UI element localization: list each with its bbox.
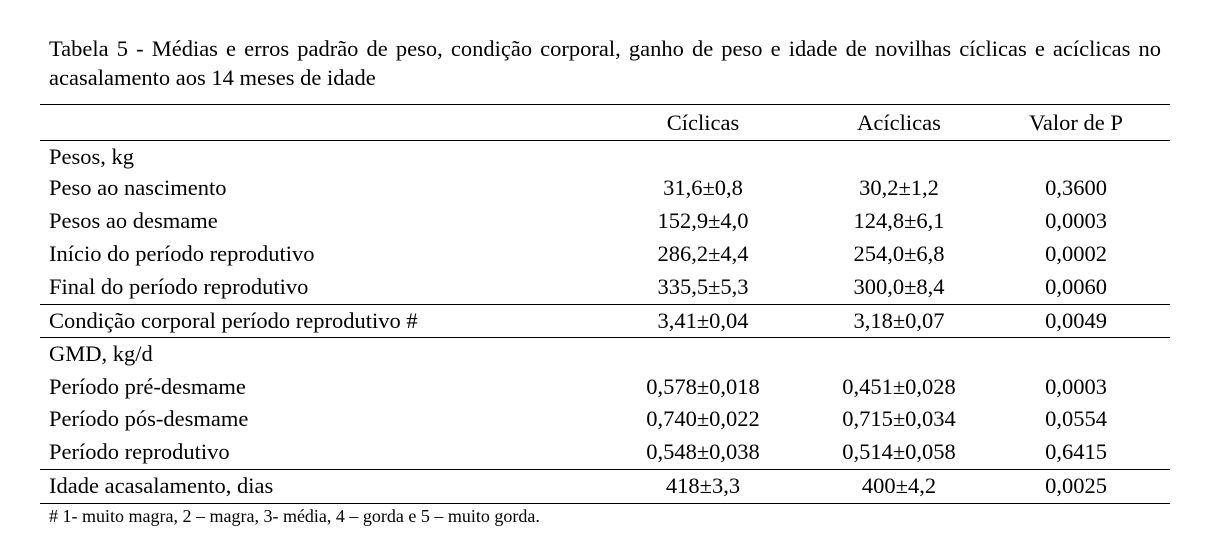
cell-ciclicas: 0,578±0,018	[646, 374, 760, 399]
header-ciclicas: Cíclicas	[666, 110, 740, 135]
cell-p-value: 0,0002	[1045, 241, 1107, 266]
cell-ciclicas: 152,9±4,0	[657, 208, 749, 233]
row-label: Período pré-desmame	[49, 374, 246, 399]
cell-p-value: 0,0049	[1045, 308, 1107, 333]
cell-ciclicas: 335,5±5,3	[657, 274, 749, 299]
row-label: GMD, kg/d	[49, 341, 153, 366]
cell-aciclicas: 0,514±0,058	[842, 439, 956, 464]
row-label: Início do período reprodutivo	[49, 241, 315, 266]
table-footnote: # 1- muito magra, 2 – magra, 3- média, 4 – gorda e 5 – muito gorda.	[49, 506, 540, 526]
cell-aciclicas: 400±4,2	[861, 473, 937, 498]
section-rule	[40, 304, 1170, 305]
cell-p-value: 0,0003	[1045, 208, 1107, 233]
cell-ciclicas: 31,6±0,8	[663, 175, 743, 200]
cell-aciclicas: 30,2±1,2	[859, 175, 939, 200]
cell-aciclicas: 254,0±6,8	[853, 241, 945, 266]
cell-aciclicas: 3,18±0,07	[853, 308, 945, 333]
cell-p-value: 0,3600	[1045, 175, 1107, 200]
section-rule	[40, 469, 1170, 470]
cell-aciclicas: 0,715±0,034	[842, 406, 956, 431]
row-label: Idade acasalamento, dias	[49, 473, 274, 498]
cell-ciclicas: 418±3,3	[665, 473, 741, 498]
cell-ciclicas: 3,41±0,04	[657, 308, 749, 333]
row-label: Período pós-desmame	[49, 406, 249, 431]
bottom-rule	[40, 503, 1170, 504]
cell-p-value: 0,0003	[1045, 374, 1107, 399]
cell-p-value: 0,6415	[1045, 439, 1107, 464]
row-label: Pesos ao desmame	[49, 208, 218, 233]
row-label: Peso ao nascimento	[49, 175, 227, 200]
section-rule	[40, 337, 1170, 338]
header-rule	[40, 140, 1170, 141]
cell-ciclicas: 286,2±4,4	[657, 241, 749, 266]
cell-p-value: 0,0060	[1045, 274, 1107, 299]
row-label: Pesos, kg	[49, 144, 135, 169]
cell-ciclicas: 0,740±0,022	[646, 406, 760, 431]
row-label: Final do período reprodutivo	[49, 274, 309, 299]
top-rule	[40, 104, 1170, 105]
cell-p-value: 0,0554	[1045, 406, 1107, 431]
row-label: Condição corporal período reprodutivo #	[49, 308, 418, 333]
cell-ciclicas: 0,548±0,038	[646, 439, 760, 464]
header-aciclicas: Acíclicas	[857, 110, 941, 135]
cell-aciclicas: 0,451±0,028	[842, 374, 956, 399]
cell-aciclicas: 300,0±8,4	[853, 274, 945, 299]
table-caption: Tabela 5 - Médias e erros padrão de peso, condição corporal, ganho de peso e idade de novilhas cíclicas e acíclicas no acasalamento aos 14 meses de idade	[49, 36, 1161, 90]
cell-aciclicas: 124,8±6,1	[853, 208, 945, 233]
header-valor-p: Valor de P	[1029, 110, 1123, 135]
cell-p-value: 0,0025	[1045, 473, 1107, 498]
row-label: Período reprodutivo	[49, 439, 230, 464]
